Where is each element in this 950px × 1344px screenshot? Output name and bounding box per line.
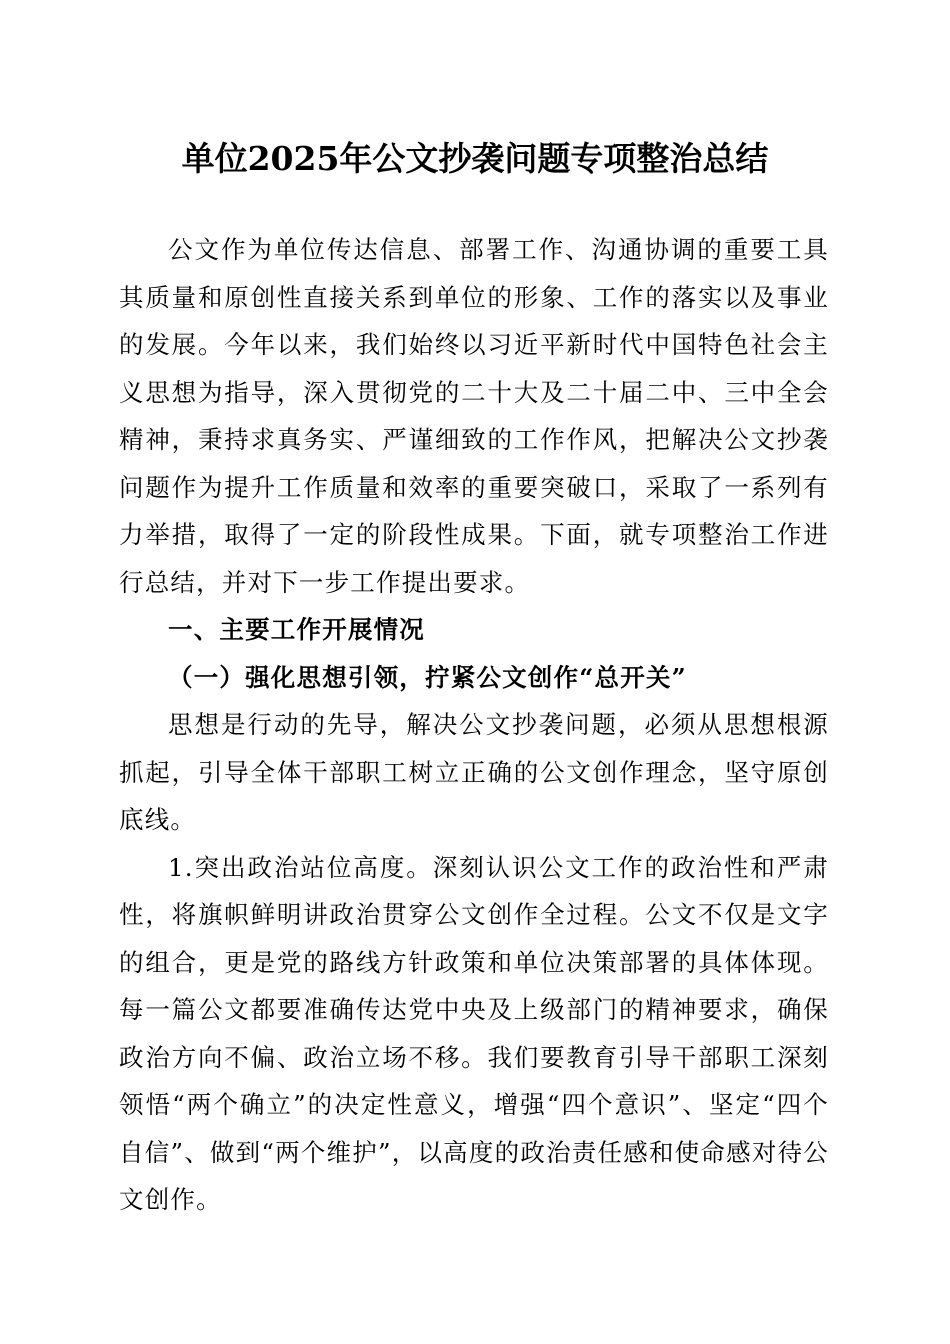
subsection-intro-paragraph: 思想是行动的先导，解决公文抄袭问题，必须从思想根源抓起，引导全体干部职工树立正确的公文创作理念，坚守原创底线。 [119, 710, 829, 834]
document-title: 单位2025年公文抄袭问题专项整治总结 [181, 139, 769, 178]
point-1-paragraph: 1.突出政治站位高度。深刻认识公文工作的政治性和严肃性，将旗帜鲜明讲政治贯穿公文创作全过程。公文不仅是文字的组合，更是党的路线方针政策和单位决策部署的具体体现。每一篇公文都要准确传达党中央及上级部门的精神要求，确保政治方向不偏、政治立场不移。我们要教育引导干部职工深刻领悟“两个确立”的决定性意义，增强“四个意识”、坚定“四个自信”、做到“两个维护”，以高度的政治责任感和使命感对待公文创作。 [119, 852, 829, 1214]
subsection-heading-thought-guidance: （一）强化思想引领，拧紧公文创作“总开关” [168, 662, 687, 692]
intro-paragraph: 公文作为单位传达信息、部署工作、沟通协调的重要工具其质量和原创性直接关系到单位的形象、工作的落实以及事业的发展。今年以来，我们始终以习近平新时代中国特色社会主义思想为指导，深入贯彻党的二十大及二十届二中、三中全会精神，秉持求真务实、严谨细致的工作作风，把解决公文抄袭问题作为提升工作质量和效率的重要突破口，采取了一系列有力举措，取得了一定的阶段性成果。下面，就专项整治工作进行总结，并对下一步工作提出要求。 [119, 235, 829, 597]
document-body [119, 226, 829, 1224]
section-heading-main-work: 一、主要工作开展情况 [168, 615, 425, 644]
